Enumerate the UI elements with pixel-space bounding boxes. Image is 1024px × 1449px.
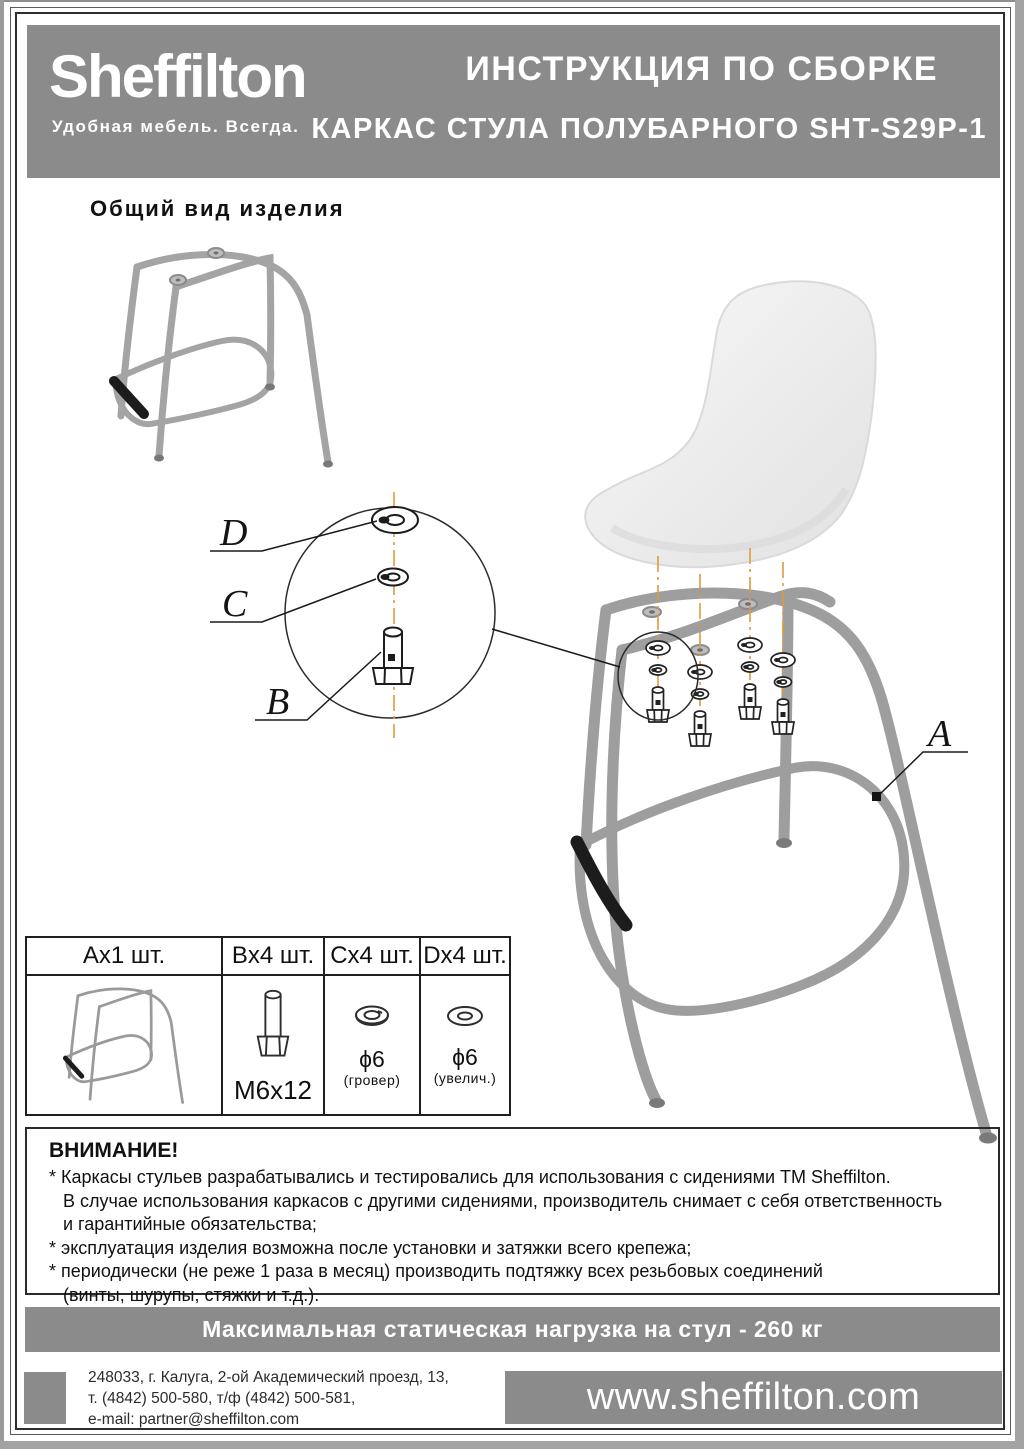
part-d-header: Dx4 шт. [423,942,507,969]
website-banner [505,1371,1002,1424]
spring-washer-icon [348,1002,396,1034]
part-c-cell [325,976,421,1114]
parts-table [25,936,511,1116]
part-a-cell [27,976,223,1114]
warning-title: ВНИМАНИЕ! [49,1139,179,1162]
warning-line: В случае использования каркасов с другими сидениями, производитель снимает с себя ответственность [63,1190,943,1211]
callout-a-marker [872,792,881,801]
overview-frame-drawing [116,254,328,462]
part-b-cell [223,976,325,1114]
seat-shell [585,281,875,567]
detail-circle [285,492,495,738]
callout-letter-b: B [266,681,290,723]
max-load-text: Максимальная статическая нагрузка на стул - 260 кг [202,1316,823,1342]
website-url: www.sheffilton.com [586,1376,921,1418]
address-line: т. (4842) 500-580, т/ф (4842) 500-581, [88,1390,356,1407]
callout-letter-d: D [220,512,248,554]
exploded-frame-drawing [580,593,986,1133]
footer-address [88,1367,449,1430]
callout-letter-a: A [928,713,952,755]
part-b-header: Bx4 шт. [223,938,325,974]
warning-line: * Каркасы стульев разрабатывались и тестировались для использования с сидениями ТМ Sheffilton. [49,1167,891,1187]
part-d-cell [421,976,509,1114]
parts-table-body-row [27,976,509,1114]
spring-washer-enlarged [378,569,408,586]
product-title: КАРКАС СТУЛА ПОЛУБАРНОГО SHT-S29P-1 [311,113,987,145]
warning-line: * эксплуатация изделия возможна после установки и затяжки всего крепежа; [49,1237,692,1258]
brand-tagline: Удобная мебель. Всегда. [52,117,300,136]
address-line: e-mail: partner@sheffilton.com [88,1411,300,1428]
bolt-icon [251,987,295,1067]
parts-table-header-row [27,938,509,976]
warning-box [25,1127,1000,1305]
header [27,25,1000,178]
warning-line: * периодически (не реже 1 раза в месяц) производить подтяжку всех резьбовых соединений [49,1261,823,1281]
assembly-centerlines [658,548,783,742]
overview-section-title: Общий вид изделия [90,196,345,221]
part-b-label: M6x12 [233,1075,313,1105]
max-load-bar [25,1307,1000,1352]
part-a-header: Ax1 шт. [27,938,223,974]
flat-washer-icon [441,1004,489,1032]
part-d-label: ϕ6 [452,1043,478,1070]
part-c-sublabel: (гровер) [343,1071,401,1088]
warning-line: (винты, шурупы, стяжки и т.д.). [63,1284,320,1305]
page-title: ИНСТРУКЦИЯ ПО СБОРКЕ [465,50,938,88]
part-c-header: Cx4 шт. [325,938,421,974]
warning-line: и гарантийные обязательства; [63,1214,317,1234]
overview-frame-details [114,248,333,468]
address-line: 248033, г. Калуга, 2-ой Академический проезд, 13, [88,1369,449,1386]
footer-brand-square [24,1372,66,1424]
washer-enlarged [372,507,418,533]
part-d-sublabel: (увелич.) [433,1069,497,1086]
callout-letter-c: C [222,583,248,625]
part-c-label: ϕ6 [359,1045,385,1072]
frame-icon [49,982,199,1108]
brand-logo: Sheffilton [49,43,306,110]
